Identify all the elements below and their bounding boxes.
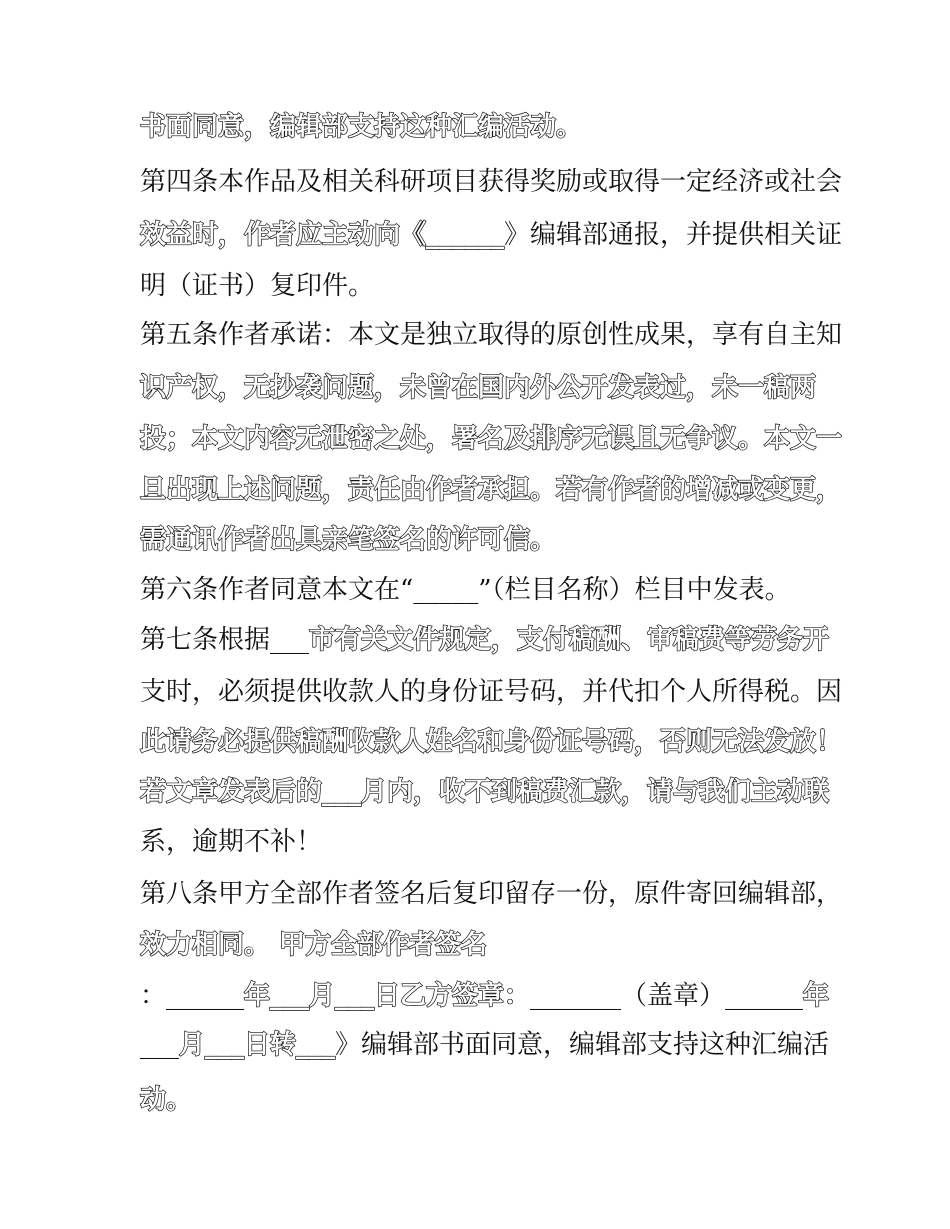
outlined-text-segment: 旦出现上述问题，责任由作者承担。若有作者的增减或变更，: [140, 475, 843, 505]
text-line: [140, 162, 843, 202]
outlined-text-segment: 年: [803, 981, 830, 1011]
text-segment: 明（证书）复印件。: [140, 271, 375, 301]
text-line: [140, 315, 843, 355]
outlined-text-segment: 效力相同。 甲方全部作者签名: [140, 930, 488, 960]
text-segment: 第八条甲方全部作者签名后复印留存一份，原件寄回编辑部，: [140, 879, 843, 909]
text-line: [140, 925, 820, 965]
text-line: [140, 1025, 830, 1065]
outlined-text-segment: 动。: [140, 1085, 193, 1115]
outlined-text-segment: 月___日转___: [179, 1030, 336, 1060]
text-line: [140, 874, 843, 914]
text-line: [140, 772, 830, 812]
outlined-text-segment: 识产权，无抄袭问题，未曾在国内外公开发表过，未一稿两: [140, 373, 817, 403]
outlined-text-segment: 投；本文内容无泄密之处，署名及排序无误且无争议。本文一: [140, 424, 843, 454]
text-line: [140, 822, 820, 862]
text-line: [140, 520, 820, 560]
text-segment: 第四条本作品及相关科研项目获得奖励或取得一定经济或社会: [140, 167, 843, 197]
text-line: [140, 107, 820, 147]
text-line: [140, 722, 843, 762]
outlined-text-segment: 效益时，作者应主动向《______: [140, 220, 505, 250]
outlined-text-segment: 此请务必提供稿酬收款人姓名和身份证号码，否则无法发放！: [140, 727, 843, 757]
text-line: [140, 419, 843, 459]
text-segment: 第七条根据___: [140, 625, 310, 655]
outlined-text-segment: 年___月___日乙方签章：: [244, 981, 531, 1011]
text-line: [140, 368, 820, 408]
text-segment: 》编辑部通报，并提供相关证: [504, 220, 843, 250]
outlined-text-segment: 若文章发表后的___月内，收不到稿费汇款，请与我们主动联: [140, 777, 830, 807]
text-line: [140, 266, 820, 306]
text-line: [140, 1080, 820, 1120]
text-segment: 系，逾期不补！: [140, 827, 323, 857]
text-line: [140, 570, 820, 610]
text-segment: ___: [140, 1030, 179, 1060]
text-line: [140, 672, 843, 712]
text-line: [140, 620, 830, 660]
outlined-text-segment: 书面同意，编辑部支持这种汇编活动。: [140, 112, 583, 142]
outlined-text-segment: 需通讯作者出具亲笔签名的许可信。: [140, 525, 557, 555]
text-segment: 第六条作者同意本文在“_____”（栏目名称）栏目中发表。: [140, 575, 791, 605]
text-segment: 第五条作者承诺：本文是独立取得的原创性成果，享有自主知: [140, 320, 843, 350]
text-segment: ：______: [140, 981, 245, 1011]
text-line: [140, 976, 830, 1016]
text-line: [140, 470, 843, 510]
outlined-text-segment: 市有关文件规定，支付稿酬、审稿费等劳务开: [309, 625, 830, 655]
text-segment: _______（盖章）______: [530, 981, 804, 1011]
text-segment: 》编辑部书面同意，编辑部支持这种汇编活: [335, 1030, 830, 1060]
text-segment: 支时，必须提供收款人的身份证号码，并代扣个人所得税。因: [140, 677, 843, 707]
text-line: [140, 215, 843, 255]
